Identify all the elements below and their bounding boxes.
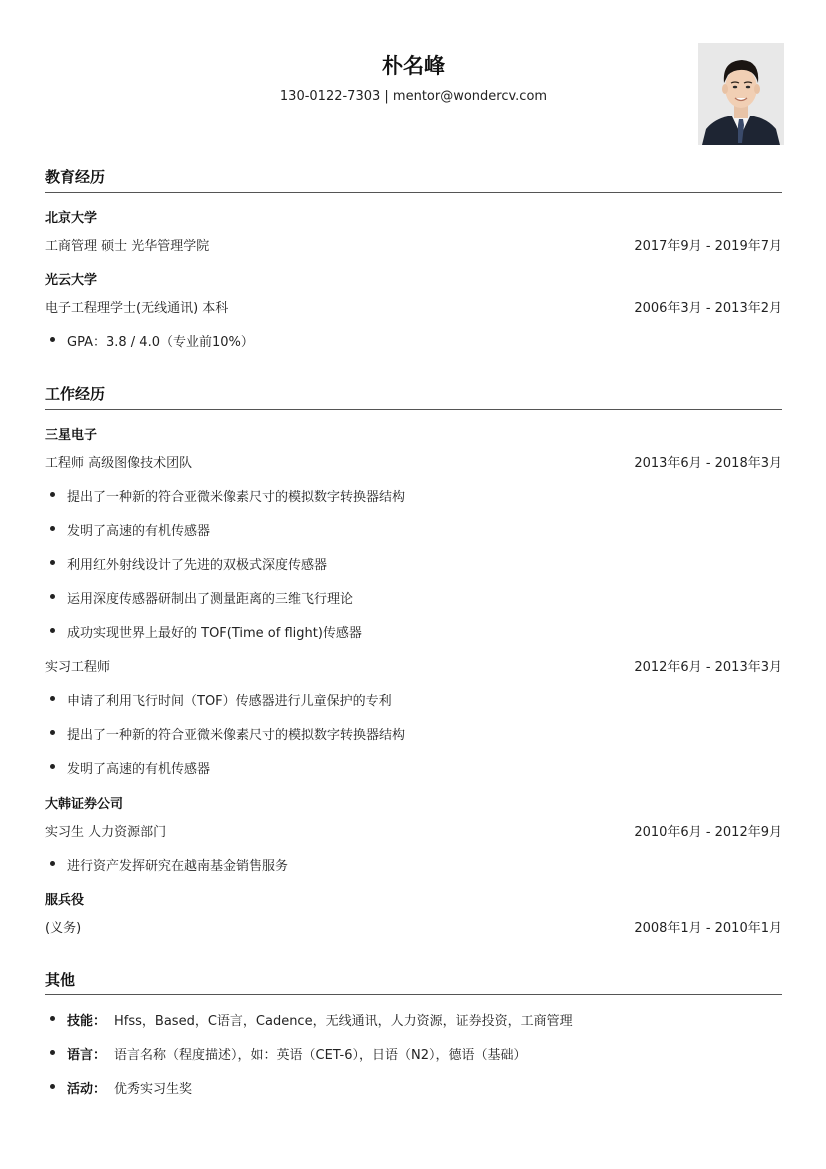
section-title-other: 其他 xyxy=(45,971,76,989)
bullet-item: GPA：3.8 / 4.0（专业前10%） xyxy=(45,331,782,350)
work-row xyxy=(45,656,782,675)
work-row xyxy=(45,452,782,471)
other-label: 活动： xyxy=(67,1082,107,1097)
section-title-work: 工作经历 xyxy=(45,385,106,403)
work-date: 2008年1月 - 2010年1月 xyxy=(634,921,782,936)
work-role: (义务) xyxy=(45,921,82,936)
bullet-item: 提出了一种新的符合亚微米像素尺寸的模拟数字转换器结构 xyxy=(45,486,782,505)
section-divider xyxy=(45,192,782,193)
other-item-activities xyxy=(45,1078,782,1097)
other-text: Hfss，Based，C语言，Cadence，无线通讯，人力资源，证券投资，工商管理 xyxy=(114,1014,573,1029)
bullet-item: 运用深度传感器研制出了测量距离的三维飞行理论 xyxy=(45,588,782,607)
work-row xyxy=(45,917,782,936)
profile-photo xyxy=(698,43,784,145)
work-date: 2013年6月 - 2018年3月 xyxy=(634,456,782,471)
education-detail: 工商管理 硕士 光华管理学院 xyxy=(45,239,210,254)
candidate-name: 朴名峰 xyxy=(382,54,445,78)
work-role: 工程师 高级图像技术团队 xyxy=(45,456,193,471)
bullet-item: 成功实现世界上最好的 TOF(Time of flight)传感器 xyxy=(45,622,782,641)
work-org: 大韩证券公司 xyxy=(45,797,124,812)
education-org: 北京大学 xyxy=(45,211,98,226)
bullet-item: 发明了高速的有机传感器 xyxy=(45,520,782,539)
contact-info: 130-0122-7303 | mentor@wondercv.com xyxy=(279,89,548,104)
work-role: 实习工程师 xyxy=(45,660,111,675)
section-divider xyxy=(45,994,782,995)
education-row xyxy=(45,297,782,316)
work-date: 2010年6月 - 2012年9月 xyxy=(634,825,782,840)
other-text: 优秀实习生奖 xyxy=(114,1082,193,1097)
education-date: 2017年9月 - 2019年7月 xyxy=(634,239,782,254)
other-item-languages xyxy=(45,1044,782,1063)
section-divider xyxy=(45,409,782,410)
bullet-item: 发明了高速的有机传感器 xyxy=(45,758,782,777)
education-detail: 电子工程理学士(无线通讯) 本科 xyxy=(45,301,229,316)
work-row xyxy=(45,821,782,840)
bullet-item: 申请了利用飞行时间（TOF）传感器进行儿童保护的专利 xyxy=(45,690,782,709)
bullet-item: 进行资产发挥研究在越南基金销售服务 xyxy=(45,855,782,874)
other-label: 语言： xyxy=(67,1048,107,1063)
education-row xyxy=(45,235,782,254)
work-role: 实习生 人力资源部门 xyxy=(45,825,167,840)
work-org: 三星电子 xyxy=(45,428,98,443)
work-org: 服兵役 xyxy=(45,893,85,908)
work-date: 2012年6月 - 2013年3月 xyxy=(634,660,782,675)
section-title-education: 教育经历 xyxy=(45,168,106,186)
bullet-item: 提出了一种新的符合亚微米像素尺寸的模拟数字转换器结构 xyxy=(45,724,782,743)
education-org: 光云大学 xyxy=(45,273,98,288)
other-label: 技能： xyxy=(67,1014,107,1029)
bullet-item: 利用红外射线设计了先进的双极式深度传感器 xyxy=(45,554,782,573)
other-item-skills xyxy=(45,1010,782,1029)
education-date: 2006年3月 - 2013年2月 xyxy=(634,301,782,316)
other-text: 语言名称（程度描述），如：英语（CET-6），日语（N2），德语（基础） xyxy=(114,1048,527,1063)
